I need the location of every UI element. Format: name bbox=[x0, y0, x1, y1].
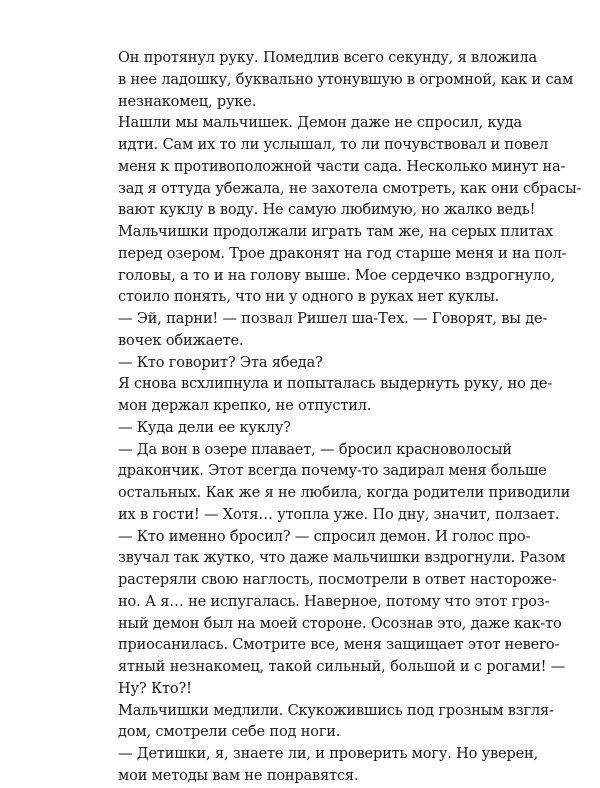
text-line: дом, смотрели себе под ноги. bbox=[118, 724, 341, 741]
text-line: Мальчишки медлили. Скукожившись под грозным взгля- bbox=[118, 702, 554, 719]
text-line: стоило понять, что ни у одного в руках нет куклы. bbox=[118, 289, 500, 306]
text-line: звучал так жутко, что даже мальчишки вздрогнули. Разом bbox=[118, 550, 566, 567]
text-line: меня к противоположной части сада. Несколько минут на- bbox=[118, 158, 566, 175]
text-line: растеряли свою наглость, посмотрели в ответ настороже- bbox=[118, 572, 557, 588]
text-line: перед озером. Трое драконят на год старше меня и на пол- bbox=[118, 245, 567, 262]
text-line: их в гости! — Хотя… утопла уже. По дну, значит, ползает. bbox=[118, 506, 560, 523]
text-line: Я снова всхлипнула и попыталась выдернуть руку, но де- bbox=[118, 376, 553, 393]
body-text bbox=[118, 48, 582, 788]
text-line: незнакомец, руке. bbox=[118, 93, 257, 110]
text-line: — Да вон в озере плавает, — бросил красноволосый bbox=[118, 441, 512, 458]
text-line: Мальчишки продолжали играть там же, на серых плитах bbox=[118, 224, 554, 240]
text-line: Ну? Кто?! bbox=[118, 680, 192, 697]
text-line: в нее ладошку, буквально утонувшую в огромной, как и сам bbox=[118, 71, 574, 88]
text-line: вают куклу в воду. Не самую любимую, но жалко ведь! bbox=[118, 202, 536, 219]
text-line: идти. Сам их то ли услышал, то ли почувствовал и повел bbox=[118, 137, 549, 153]
text-line: приосанилась. Смотрите все, меня защищает этот невero- bbox=[118, 637, 560, 654]
text-line: но. А я… не испугалась. Наверное, потому что этот гроз- bbox=[118, 593, 550, 610]
text-line: вочек обижаете. bbox=[118, 332, 244, 349]
text-line: остальных. Как же я не любила, когда родители приводили bbox=[118, 485, 571, 501]
text-line: Нашли мы мальчишек. Демон даже не спросил, куда bbox=[118, 115, 523, 132]
text-line: дракончик. Этот всегда почему-то задирал меня больше bbox=[118, 463, 547, 480]
text-line: — Детишки, я, знаете ли, и проверить могу. Но уверен, bbox=[118, 746, 539, 762]
text-line: — Эй, парни! — позвал Ришел ша-Тех. — Говорят, вы де- bbox=[118, 311, 548, 327]
text-line: головы, а то и на голову выше. Мое сердечко вздрогнуло, bbox=[118, 267, 555, 284]
text-line: — Кто именно бросил? — спросил демон. И голос про- bbox=[118, 528, 531, 545]
text-line: ный демон был на моей стороне. Осознав это, даже как-то bbox=[118, 615, 562, 632]
text-line: Он протянул руку. Помедлив всего секунду, я вложила bbox=[118, 50, 537, 66]
text-line: мон держал крепко, не отпустил. bbox=[118, 398, 372, 414]
text-line: мои методы вам не понравятся. bbox=[118, 767, 359, 784]
text-line: ятный незнакомец, такой сильный, большой и с рогами! — bbox=[118, 659, 566, 675]
text-line: — Куда дели ее куклу? bbox=[118, 419, 291, 436]
text-line: зад я оттуда убежала, не захотела смотреть, как они сбрасы- bbox=[118, 180, 582, 197]
text-line: — Кто говорит? Эта ябеда? bbox=[118, 354, 323, 371]
